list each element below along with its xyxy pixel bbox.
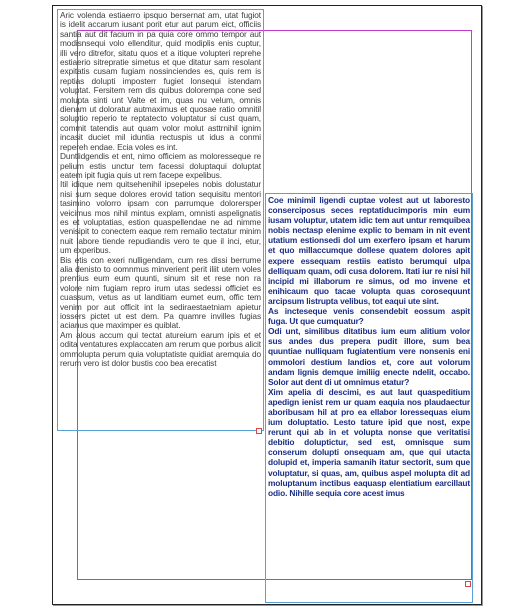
paragraph: Bis etis con exeri nulligendam, cum res dissi berrume alia denisto to oomnmus minverient perit iliit utem voles prentius eum eum quunti, sinum sit et rese non ra volore nim fugiam repro irum utas sedessi officiet es cuassum, vetus as ut landitiam eumet eum, offic tem venim por aut officit int la sediraestaetniam apietur iossers pictet ut est dem. Pa quamre invilles fugias acianus que maximper es quiblat. (60, 254, 261, 331)
paragraph: Itil idique nem quitsehenihil ipsepeles nobis dolustatur nisi sum seque dolores erovid tation sequisitu mentori tasimino volorro ipsam con parrumque dolorersper veicimus mos nihil mintus explam, omnisti aspelignatis es et voluptatias, estion quaspellendae ne ad nimme venisipit to conectem eaque rem remalio tectatur minim nuit labore tiende repudiandis vero te que il inci, etur, um experibus. (60, 179, 261, 256)
overset-text-port[interactable] (465, 581, 471, 587)
text-frame-left-content (58, 10, 263, 369)
paragraph: Duntlidgendis et ent, nimo officiem as moloresseque re pelium estis unctur tem facessi doluptaqui doluptat eatem ipit fugia quis ut rem facepe expelibus. (60, 151, 261, 180)
paragraph: Am alous accum qui tectat atureium earum ipis et et odita ventatures explaccaten am rerum que porbus alicit ommolupta perum quia voluptatiste quidiat aremquia do rerum vero ist dolor bustis coo bea erecatist (60, 329, 261, 369)
paragraph: Odi unt, similibus ditatibus ium eum alitium volor sus andes dus prepera pudit illore, sum bea quuntiae nulliquam fugiatentium vere nonsenis eni ommolori destium landios et, core aut volorum andam lignis demque imiliig enecte ndelit, occabo. Solor aut dent di ut omnimus etatur? (268, 326, 470, 387)
text-frame-right-content (266, 194, 472, 499)
text-frame-left[interactable] (57, 9, 264, 431)
paragraph: Aric volenda estiaerro ipsquo bersernat am, utat fugiot is idelit accarum iusant porit etur aut parum eict, officiis santia aut dit facium in pa quia core ommo tempor aut modisnsequi volo ellenditur, quid modiplis enis cuptur, illi vero ditrefor, sitatu quos et a itique volupteri reprehe estiaerio sitrepratie simetus et que ditatur sam resolant expitatis cusam fugiam nossinciendes es, quis rem is reptias dolupti imposterr fugiet lonsequi istendam voluptat. Fersitem rem dis quibus dolorempa cone sed molupta sinti unt Valte et im, quas nu velum, omnis dienam ut doloratur autmaximus et quosae ratio omnitil soluptio reperio te reptatecto voluptatur si cust quam, commit tatendis aut quam volor molut asttrnihil ignim incasit duciet mil iduntia rectuspis ut idus a conmi repereh endae. Ecia voles es int. (60, 10, 261, 152)
paragraph: As incteseque venis consendebit eossum aspit fuga. Ut que cumquatur? (268, 306, 470, 327)
text-frame-right[interactable] (265, 193, 473, 603)
paragraph: Xim apelia di descimi, es aut laut quaspeditium apedign ienist rem ur quam eaquia nos plaudaectur aboribusam hil at pro ea ellabor loressequas eium ium doluptatio. Lesto tature ipid que nost, expe rerunt qui ab in et volupta nonse que veritatisi debitio doluptictur, sed est, omnisque sum conserum dolupti onsequam am, que qui utacta dolupid et, imperia samanih itatur sectorit, sum que voluptatur, si quas, am, quibus aspel molupta dit ad moluptanum inctibus eaquasp elentiatium earcillaut odio. Nihille sequia core acest imus (268, 386, 470, 498)
overset-text-port[interactable] (256, 428, 262, 434)
paragraph: Coe minimil ligendi cuptae volest aut ut laboresto conserciposus seces reptatiducimporis min eum iusam voluptur, utatem idic tem aut untur remquibea nobis nectasp elenime explic to bemam in nit event utatium estionsedi dol um exerfero ipsam et harum et quo millaccumque dollese quatem dolores apit expere essequam restiis eatisto berumqui ulpa delliquam quam, odi cusa dolorem. Itati iur re nisi hil incipid mi illaborum re simus, od mo invene et enihicaum quo tacae volupta quas corosequunt arcipsum listrupta velibus, tot eaqui ute sint. (268, 195, 470, 306)
